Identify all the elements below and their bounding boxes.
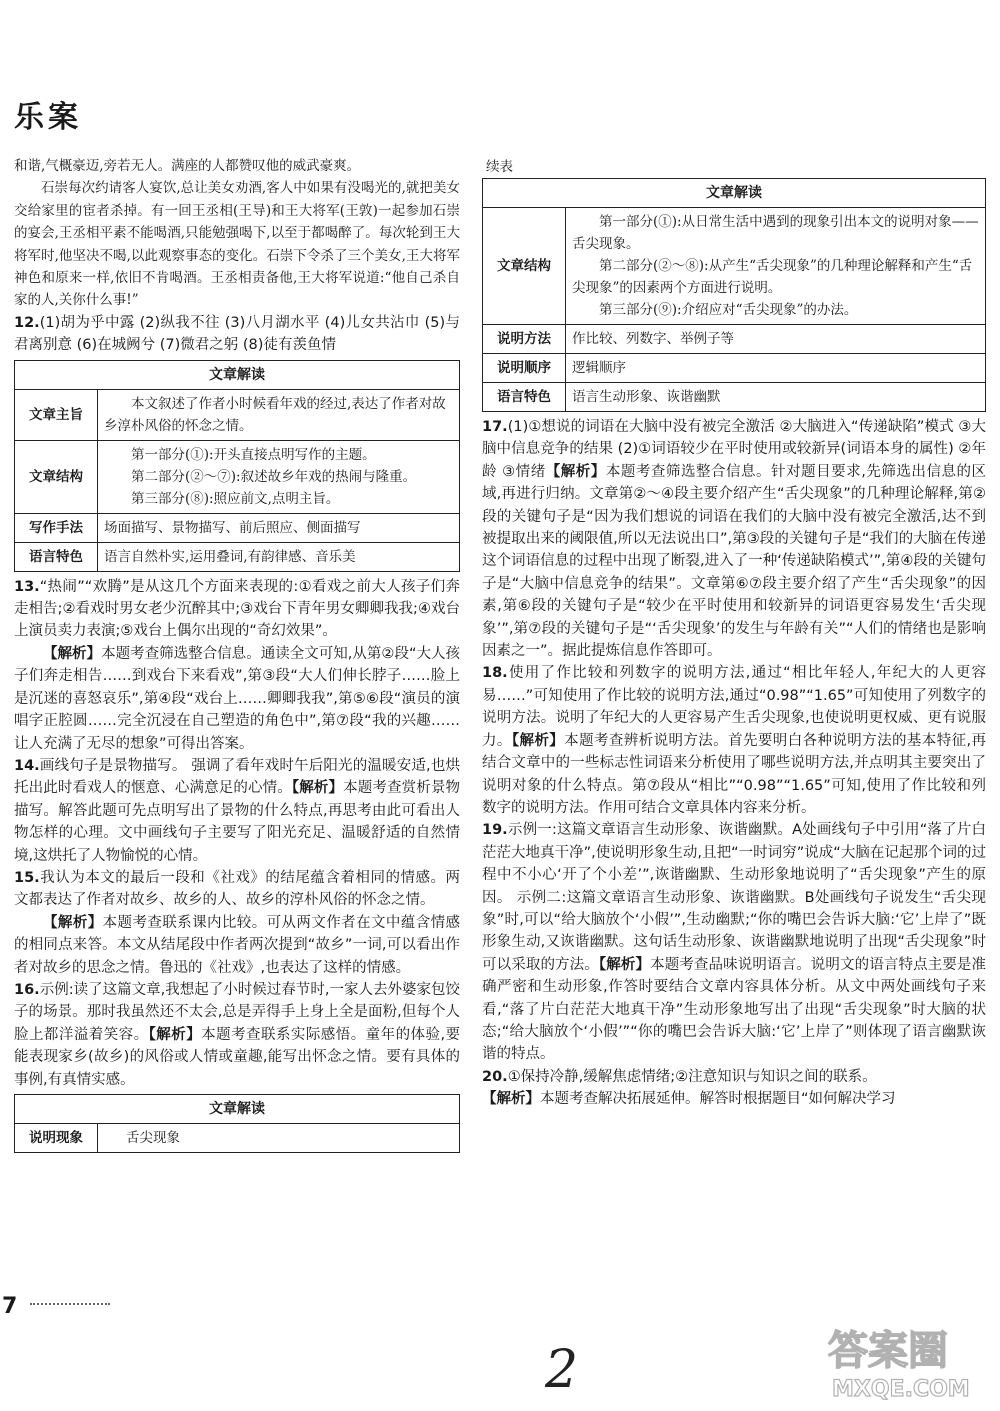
row-content: 作比较、列数字、举例子等 <box>572 331 734 347</box>
answer-text: “热闹”“欢腾”是从这几个方面来表现的:①看戏之前大人孩子们奔走相告;②看戏时男女老少沉醉其中;③戏台下青年男女卿卿我我;④戏台上演员卖力表演;⑤戏台上偶尔出现的“奇幻效果”。 <box>14 578 460 640</box>
analysis-text: 本题考查联系课内比较。可从两文作者在文中蕴含情感的相同点来答。本文从结尾段中作者两次提到“故乡”一词,可以看出作者对故乡的思念之情。鲁迅的《社戏》,也表达了这样的情感。 <box>14 914 461 976</box>
answer-text: 示例一:这篇文章语言生动形象、诙谐幽默。A处画线句子中引用“落了片白茫茫大地真干净”,使说明形象生动,且把“一时词穷”说成“大脑在记起那个词的过程中不小心‘开了个小差’”,诙谐幽默、生动形象地说明了“舌尖现象”产生的原因。 示例二:这篇文章语言生动形象、诙谐幽默。B处画线句子说发生“舌尖现象”时,可以“给大脑放个‘小假’”,生动幽默;“你的嘴巴会告诉大脑:‘它’上岸了”既形象生动,又诙谐幽默。这句话生动形象、诙谐幽默地说明了出现“舌尖现象”时可以采取的方法。 <box>482 822 986 973</box>
analysis-table-1 <box>14 360 460 572</box>
analysis-tag: 【解析】 <box>43 645 102 662</box>
answer-text: (1)①想说的词语在大脑中没有被完全激活 ②大脑进入“传递缺陷”模式 ③大脑中信息竞争的结果 (2)①词语较少在平时使用或较新异(词语本身的属性) ②年龄 ③情绪 <box>482 419 986 480</box>
answer-text: (1)胡为乎中露 (2)纵我不往 (3)八月湖水平 (4)儿女共沾巾 (5)与君离别意 (6)在城阙兮 (7)微君之躬 (8)徒有羡鱼情 <box>14 314 460 354</box>
row-content: 舌尖现象 <box>126 1130 180 1146</box>
row-label: 语言特色 <box>15 542 98 571</box>
row-content: 场面描写、景物描写、前后照应、侧面描写 <box>104 519 361 536</box>
analysis-13 <box>14 643 460 755</box>
question-12 <box>14 312 460 357</box>
question-number: 19. <box>482 822 508 839</box>
question-13 <box>14 576 460 643</box>
question-number: 13. <box>14 578 40 595</box>
watermark-subtext: MXQE.COM <box>832 1377 970 1402</box>
analysis-text: 本题考查筛选整合信息。通读全文可知,从第②段“大人孩子们奔走相告……到戏台下来看戏”,第③段“大人们伸长脖子……脸上是沉迷的喜怒哀乐”,第④段“戏台上……卿卿我我”,第⑤⑥段“演员的演唱字正腔圆……完全沉浸在自己塑造的角色中”,第⑦段“我的兴趣……让人充满了无尽的想象”可得出答案。 <box>14 645 461 752</box>
row-label: 语言特色 <box>483 383 566 412</box>
analysis-text: 本题考查解决拓展延伸。解答时根据题目“如何解决学习 <box>540 1091 896 1108</box>
row-label: 说明顺序 <box>483 354 566 383</box>
continued-table-label: 续表 <box>486 159 513 175</box>
analysis-table-2 <box>14 1094 460 1153</box>
row-content: 语言自然朴实,运用叠词,有韵律感、音乐美 <box>104 548 356 565</box>
intro-paragraph-2: 石崇每次约请客人宴饮,总让美女劝酒,客人中如果有没喝光的,就把美女交给家里的宦者杀掉。有一回王丞相(王导)和王大将军(王敦)一起参加石崇的宴会,王丞相平素不能喝酒,只能勉强喝下,以至于都喝醉了。每次轮到王大将军时,他坚决不喝,以此观察事态的变化。石崇下令杀了三个美女,王大将军神色和原来一样,依旧不肯喝酒。王丞相责备他,王大将军说道:“他自己杀自家的人,关你什么事!” <box>14 180 460 309</box>
question-18 <box>482 662 986 819</box>
analysis-text: 本题考查筛选整合信息。针对题目要求,先筛选出信息的区域,再进行归纳。文章第②～④段主要介绍产生“舌尖现象”的几种理论解释,第②段的关键句子是“因为我们想说的词语在我们的大脑中没有被完全激活,达不到被提取出来的阈限值,所以无法说出口”,第③段的关键句子是“我们的大脑在传递这个词语信息的过程中出现了断裂,进入了一种‘传递缺陷模式’”,第④段的关键句子是“大脑中信息竞争的结果”。文章第⑥⑦段主要介绍了产生“舌尖现象”的因素,第⑥段的关键句子是“较少在平时使用和较新异的词语更容易发生‘舌尖现象’”,第⑦段的关键句子是“‘舌尖现象’的发生与年龄有关”“人们的情绪也是影响因素之一”。据此提炼信息作答即可。 <box>482 463 987 660</box>
analysis-text: 本题考查辨析说明方法。首先要明白各种说明方法的基本特征,再结合文章中的一些标志性词语来分析使用了哪些说明方法,并点明其主要突出了说明对象的什么特点。第⑦段从“相比”“0.98”“1.65”可知,使用了作比较和列数字的说明方法。作用可结合文章具体内容来分析。 <box>482 732 987 816</box>
table-row <box>483 383 986 412</box>
row-content: 第一部分(①):开头直接点明写作的主题。 <box>131 446 376 463</box>
table-header: 文章解读 <box>15 360 460 389</box>
analysis-tag: 【解析】 <box>598 956 651 973</box>
question-14 <box>14 755 460 867</box>
question-16 <box>14 979 460 1091</box>
question-17 <box>482 416 986 662</box>
page-number: 7 <box>2 1294 18 1319</box>
table-row <box>15 440 460 513</box>
row-label: 文章结构 <box>15 440 98 513</box>
row-content: 第二部分(②～⑧):从产生“舌尖现象”的几种理论解释和产生“舌尖现象”的因素两个方面进行说明。 <box>572 258 973 296</box>
table-row <box>483 208 986 325</box>
analysis-15 <box>14 912 460 979</box>
table-row <box>483 325 986 354</box>
analysis-text: 本题考查赏析景物描写。解答此题可先点明写出了景物的什么特点,再思考由此可看出人物怎样的心理。文中画线句子主要写了阳光充足、温暖舒适的自然情境,这烘托了人物愉悦的心情。 <box>14 780 460 864</box>
row-content: 逻辑顺序 <box>572 360 626 376</box>
table-row <box>15 1124 460 1153</box>
question-15 <box>14 867 460 912</box>
watermark-logo <box>818 1312 988 1402</box>
analysis-tag: 【解析】 <box>291 780 344 797</box>
analysis-20 <box>482 1088 986 1110</box>
question-number: 15. <box>14 869 40 886</box>
page-number-ornament <box>30 1303 110 1307</box>
row-content: 本文叙述了作者小时候看年戏的经过,表达了作者对故乡淳朴风俗的怀念之情。 <box>104 395 446 434</box>
answer-text: 画线句子是景物描写。 强调了看年戏时午后阳光的温暖安适,也烘托出此时看戏人的惬意、心满意足的心情。 <box>14 757 460 797</box>
row-content: 第三部分(⑧):照应前文,点明主旨。 <box>131 490 340 507</box>
page-header-title: 乐案 <box>14 100 82 135</box>
answer-text: 我认为本文的最后一段和《社戏》的结尾蕴含着相同的情感。两文都表达了作者对故乡、故乡的人、故乡的淳朴风俗的怀念之情。 <box>14 869 460 909</box>
question-number: 14. <box>14 757 40 774</box>
question-number: 17. <box>482 419 508 435</box>
row-label: 写作手法 <box>15 513 98 542</box>
row-label: 文章主旨 <box>15 389 98 440</box>
answer-text: 示例:读了这篇文章,我想起了小时候过春节时,一家人去外婆家包饺子的场景。那时我虽然还不太会,总是弄得手上身上全是面粉,但每个人脸上都洋溢着笑容。 <box>14 981 460 1043</box>
analysis-tag: 【解析】 <box>43 914 103 931</box>
watermark-text: 答案圈 <box>828 1328 948 1374</box>
row-content: 第三部分(⑨):介绍应对“舌尖现象”的办法。 <box>599 302 858 318</box>
question-number: 20. <box>482 1068 508 1085</box>
analysis-text: 本题考查品味说明语言。说明文的语言特点主要是准确严密和生动形象,作答时要结合文章内容具体分析。从文中两处画线句子来看,“落了片白茫茫大地真干净”生动形象地写出了出现“舌尖现象”时大脑的状态;“给大脑放个‘小假’”“你的嘴巴会告诉大脑:‘它’上岸了”则体现了语言幽默诙谐的特点。 <box>482 956 987 1063</box>
question-20 <box>482 1066 986 1088</box>
table-header: 文章解读 <box>483 179 986 208</box>
right-column <box>482 155 986 1111</box>
question-number: 16. <box>14 981 40 998</box>
row-content: 第二部分(②～⑦):叙述故乡年戏的热闹与隆重。 <box>131 468 417 485</box>
row-content: 语言生动形象、诙谐幽默 <box>572 389 721 405</box>
analysis-tag: 【解析】 <box>545 463 606 480</box>
analysis-tag: 【解析】 <box>148 1026 202 1043</box>
answer-text: ①保持冷静,缓解焦虑情绪;②注意知识与知识之间的联系。 <box>507 1068 877 1085</box>
table-row <box>15 389 460 440</box>
table-row <box>483 354 986 383</box>
row-content: 第一部分(①):从日常生活中遇到的现象引出本文的说明对象——舌尖现象。 <box>572 214 979 252</box>
row-label: 说明现象 <box>15 1124 98 1153</box>
analysis-text: 本题考查联系实际感悟。童年的体验,要能表现家乡(故乡)的风俗或人情或童趣,能写出怀念之情。要有具体的事例,有真情实感。 <box>14 1026 461 1088</box>
row-label: 说明方法 <box>483 325 566 354</box>
table-row <box>15 513 460 542</box>
analysis-table-3 <box>482 178 986 412</box>
intro-paragraph-1: 和谐,气概豪迈,旁若无人。满座的人都赞叹他的威武豪爽。 <box>14 158 361 174</box>
question-number: 18. <box>482 665 508 682</box>
analysis-tag: 【解析】 <box>482 1091 540 1108</box>
table-row <box>15 542 460 571</box>
answer-text: 使用了作比较和列数字的说明方法,通过“相比年轻人,年纪大的人更容易……”可知使用了作比较的说明方法,通过“0.98”“1.65”可知使用了列数字的说明方法。说明了年纪大的人更容易产生舌尖现象,也使说明更权威、更有说服力。 <box>482 665 986 749</box>
question-number: 12. <box>14 314 40 331</box>
left-column <box>14 155 460 1157</box>
question-19 <box>482 819 986 1065</box>
table-header: 文章解读 <box>15 1095 460 1124</box>
row-label: 文章结构 <box>483 208 566 325</box>
analysis-tag: 【解析】 <box>511 732 565 749</box>
handwritten-mark: 2 <box>545 1340 579 1400</box>
